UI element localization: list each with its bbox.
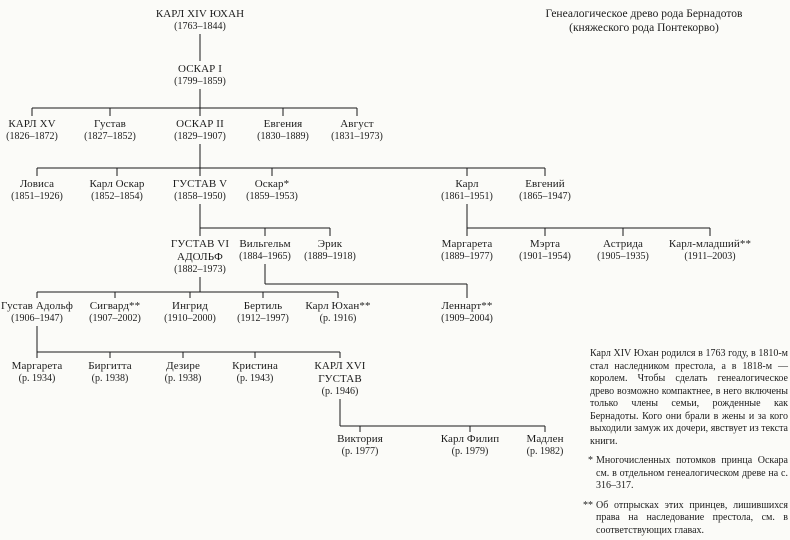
tree-node-kristina	[207, 360, 303, 385]
person-dates: (р. 1938)	[164, 373, 202, 384]
footnote-marker: **	[583, 499, 593, 511]
person-dates: (1829–1907)	[174, 131, 226, 142]
person-name: Леннарт**	[441, 300, 493, 312]
tree-node-erik	[282, 238, 378, 263]
person-name: ОСКАР II	[176, 118, 224, 130]
tree-node-karl-xiv-yuhan	[152, 8, 248, 33]
person-dates: (1851–1926)	[11, 191, 63, 202]
person-dates: (1912–1997)	[237, 313, 289, 324]
person-dates: (1827–1852)	[84, 131, 136, 142]
person-name: Кристина	[232, 360, 278, 372]
person-name: Сигвард**	[89, 300, 141, 312]
person-dates: (1909–2004)	[441, 313, 493, 324]
person-dates: (р. 1979)	[451, 446, 489, 457]
tree-node-oskar-jr	[224, 178, 320, 203]
person-dates: (1865–1947)	[519, 191, 571, 202]
footnote-text: Многочисленных потомков принца Оскара см. в отдельном генеалогическом древе на с. 316–317.	[596, 455, 788, 491]
person-name: Ловиса	[19, 178, 55, 190]
person-dates: (1907–2002)	[89, 313, 141, 324]
person-name: Евгений	[525, 178, 565, 190]
person-dates: (р. 1934)	[18, 373, 56, 384]
person-name: Оскар*	[254, 178, 290, 190]
diagram-title-line1: Генеалогическое древо рода Бернадотов	[545, 8, 743, 20]
person-name: Вильгельм	[239, 238, 291, 250]
footnote-oskar	[580, 455, 788, 493]
person-dates: (1882–1973)	[174, 264, 226, 275]
person-name: Астрида	[602, 238, 644, 250]
person-name: Карл Юхан**	[305, 300, 371, 312]
person-dates: (1859–1953)	[246, 191, 298, 202]
person-name: Карл Филип	[440, 433, 500, 445]
person-name: Виктория	[337, 433, 383, 445]
person-name: Биргитта	[88, 360, 132, 372]
person-name: КАРЛ XVI ГУСТАВ	[314, 360, 366, 385]
diagram-title-line2: (княжеского рода Понтекорво)	[569, 22, 719, 34]
person-dates: (1852–1854)	[91, 191, 143, 202]
person-dates: (1884–1965)	[239, 251, 291, 262]
person-name: Карл Оскар	[89, 178, 145, 190]
person-name: Маргарета	[441, 238, 493, 250]
person-name: Густав	[94, 118, 126, 130]
person-dates: (1911–2003)	[684, 251, 736, 262]
person-name: Бертиль	[243, 300, 283, 312]
person-name: Густав Адольф	[1, 300, 73, 312]
tree-node-oskar-ii	[152, 118, 248, 143]
person-name: КАРЛ XV	[8, 118, 56, 130]
person-dates: (1906–1947)	[11, 313, 63, 324]
tree-node-karl-yuhan	[290, 300, 386, 325]
person-dates: (1889–1918)	[304, 251, 356, 262]
person-name: Август	[340, 118, 374, 130]
person-dates: (р. 1982)	[526, 446, 564, 457]
person-name: Эрик	[317, 238, 343, 250]
person-name: Карл-младший**	[668, 238, 752, 250]
person-name: Мэрта	[529, 238, 561, 250]
diagram-title	[500, 7, 788, 35]
tree-node-viktoria	[312, 433, 408, 458]
person-name: Дезире	[166, 360, 200, 372]
person-dates: (р. 1938)	[91, 373, 129, 384]
tree-node-astrida	[575, 238, 671, 263]
person-name: Ингрид	[172, 300, 208, 312]
person-name: ГУСТАВ VI АДОЛЬФ	[170, 238, 230, 263]
person-dates: (1831–1973)	[331, 131, 383, 142]
person-dates: (р. 1916)	[319, 313, 357, 324]
footnote-text: Об отпрысках этих принцев, лишившихся права на наследование престола, см. в соответствующих главах.	[596, 499, 788, 536]
tree-node-karl-mladshiy	[662, 238, 758, 263]
person-name: Евгения	[263, 118, 303, 130]
person-name: ГУСТАВ V	[172, 178, 228, 190]
person-dates: (1830–1889)	[257, 131, 309, 142]
tree-node-lennart	[419, 300, 515, 325]
footnote-marker: *	[588, 455, 593, 466]
person-dates: (1826–1872)	[6, 131, 58, 142]
person-dates: (р. 1946)	[321, 386, 359, 397]
footnote-princes	[580, 500, 788, 538]
person-name: Карл	[455, 178, 479, 190]
tree-node-avgust	[309, 118, 405, 143]
person-dates: (1799–1859)	[174, 76, 226, 87]
tree-node-madlen	[497, 433, 593, 458]
person-dates: (1763–1844)	[174, 21, 226, 32]
person-dates: (1905–1935)	[597, 251, 649, 262]
person-dates: (1858–1950)	[174, 191, 226, 202]
person-dates: (1861–1951)	[441, 191, 493, 202]
tree-node-oskar-i	[152, 63, 248, 88]
person-dates: (1889–1977)	[441, 251, 493, 262]
person-dates: (1901–1954)	[519, 251, 571, 262]
notes-column	[580, 348, 788, 537]
person-name: КАРЛ XIV ЮХАН	[155, 8, 245, 20]
person-dates: (1910–2000)	[164, 313, 216, 324]
person-dates: (р. 1977)	[341, 446, 379, 457]
person-name: Маргарета	[11, 360, 63, 372]
person-name: ОСКАР I	[178, 63, 222, 75]
tree-node-gustav	[62, 118, 158, 143]
tree-node-evgeniy	[497, 178, 593, 203]
person-name: Мадлен	[526, 433, 564, 445]
tree-node-karl-xvi-gustav	[305, 360, 375, 398]
person-dates: (р. 1943)	[236, 373, 274, 384]
explanatory-paragraph: Карл XIV Юхан родился в 1763 году, в 1810-м стал наследником престола, а в 1818-м — королем. Чтобы сделать генеалогическое древо возможно компактнее, в него включены только члены семьи, рожденные как Бернадоты. Кого они брали в жены и за кого выходили замуж их дочери, явствует из текста книги.	[590, 348, 788, 447]
tree-node-karl-oskar	[69, 178, 165, 203]
